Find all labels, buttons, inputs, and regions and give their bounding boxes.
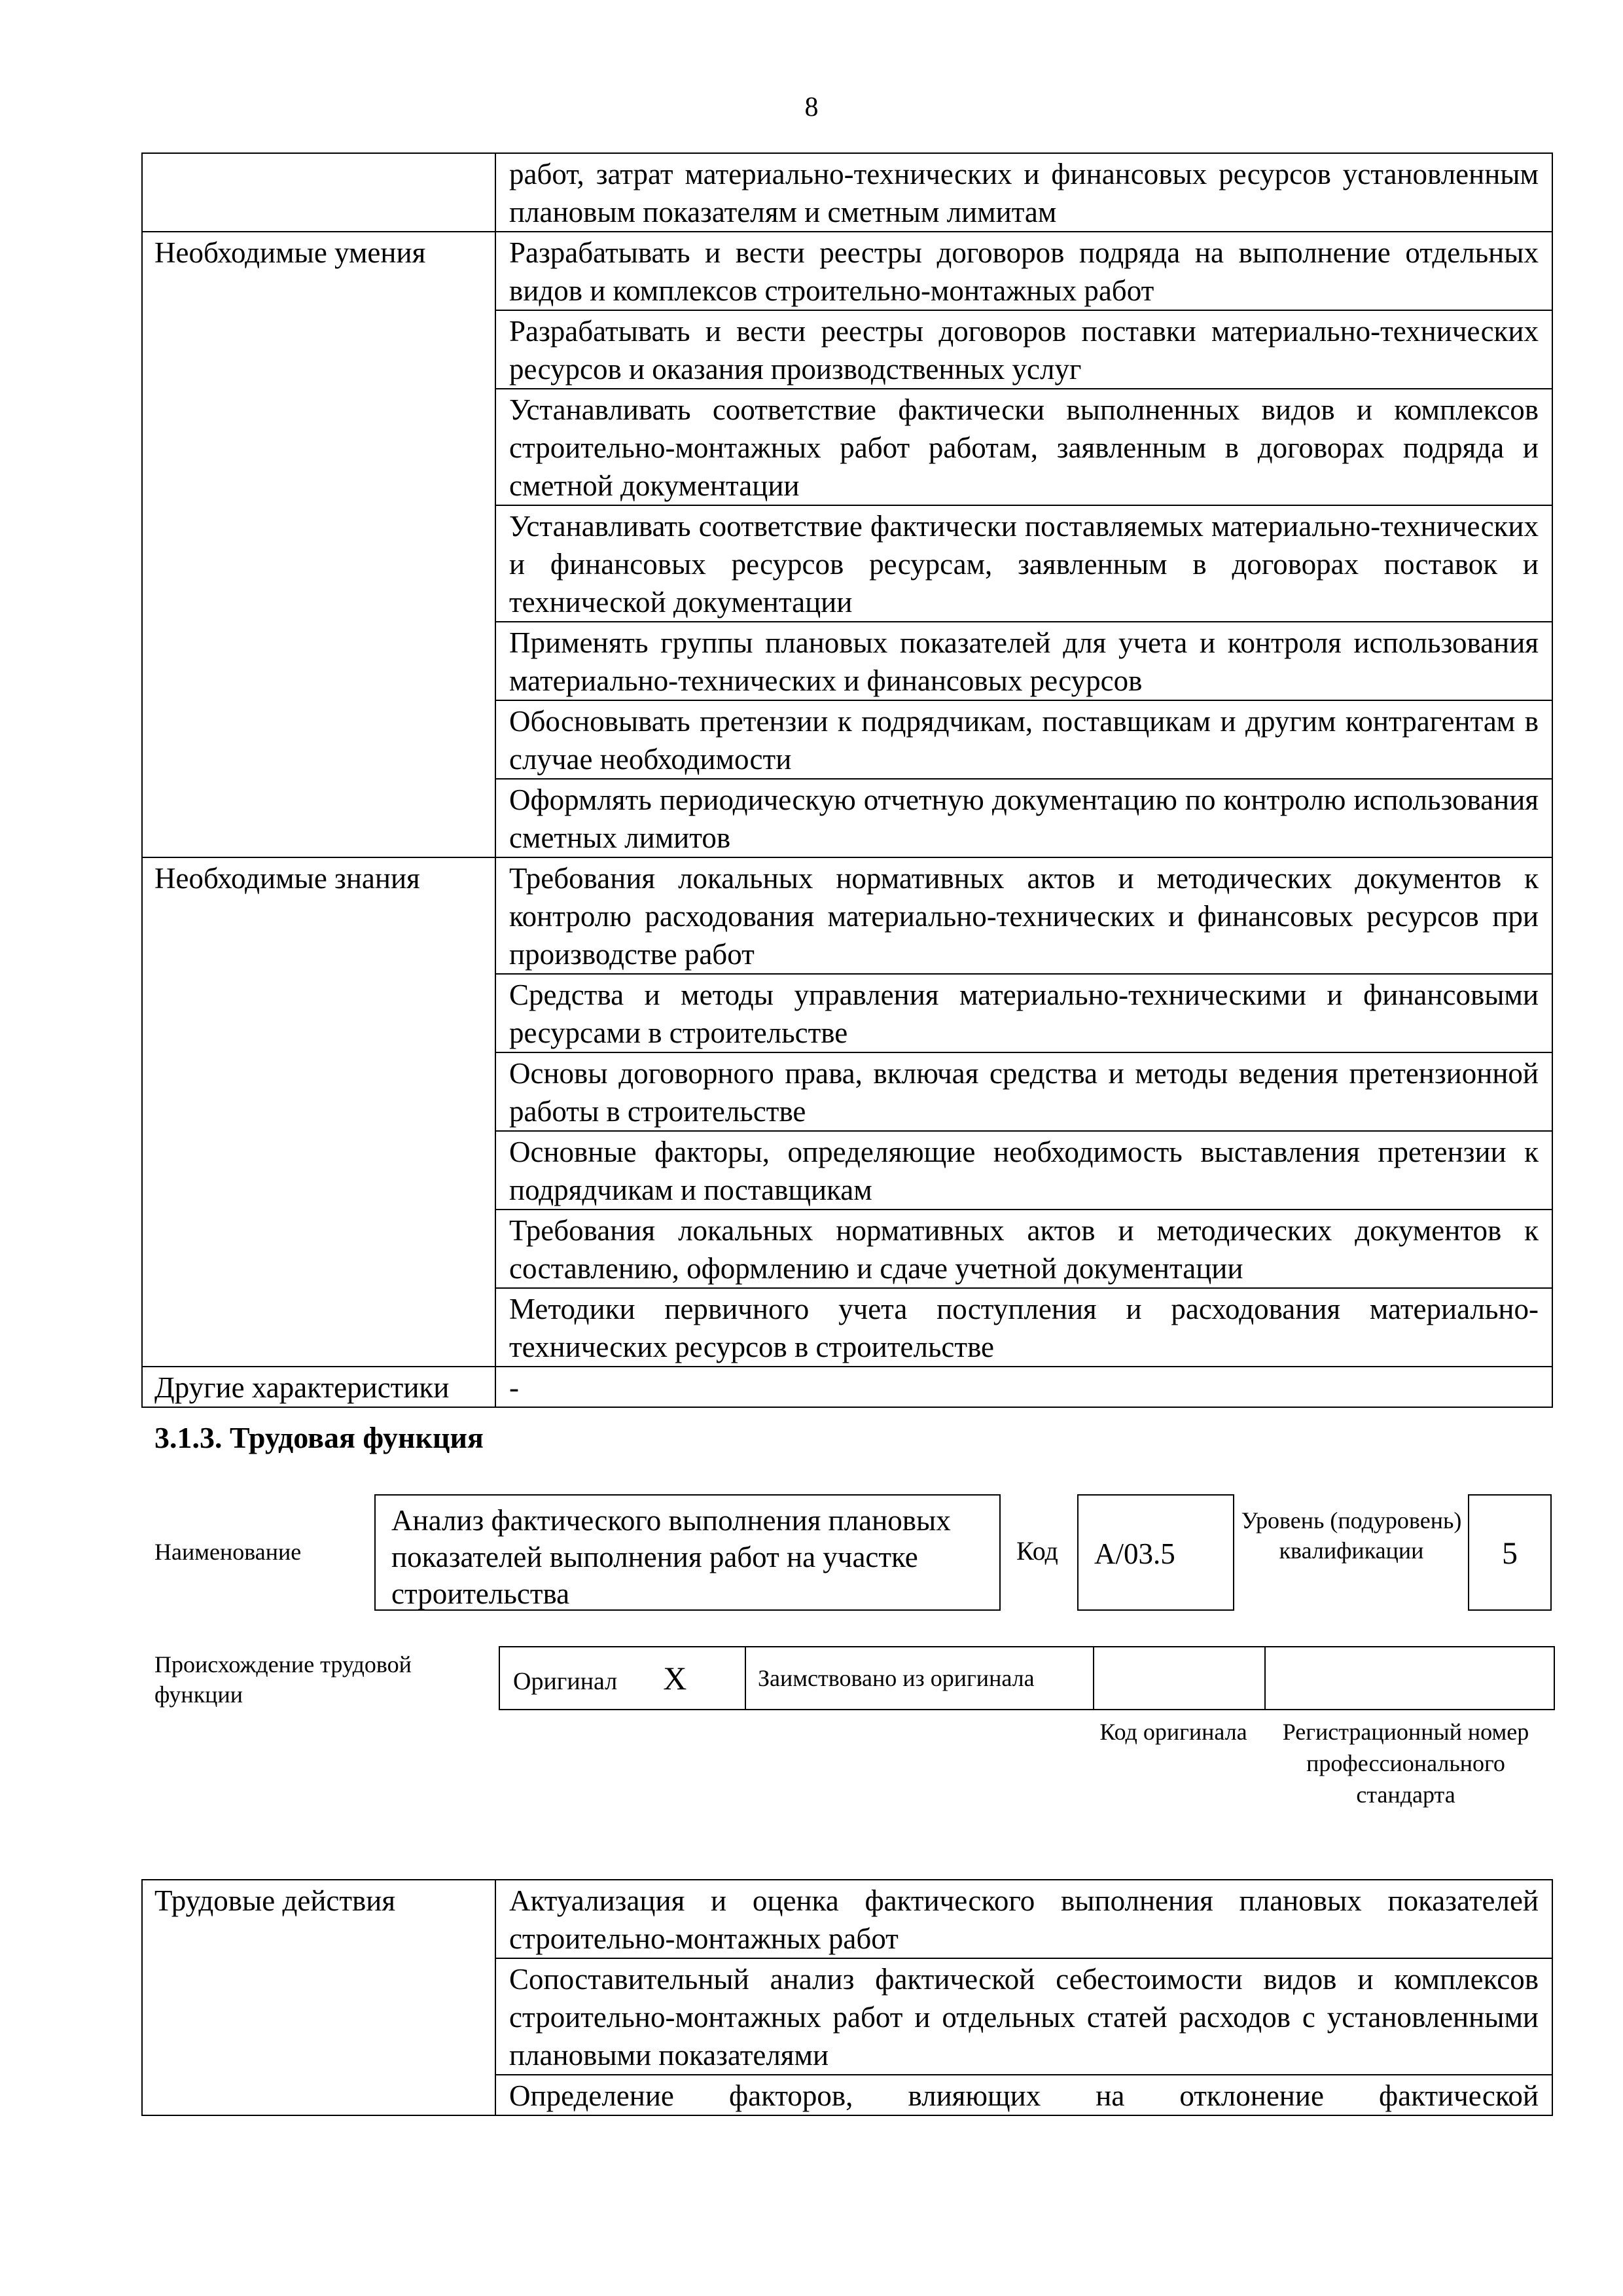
row-item: Основные факторы, определяющие необходимость выставления претензии к подрядчикам и поставщикам <box>495 1131 1552 1210</box>
original-mark: X <box>663 1660 687 1696</box>
reg-number-cell <box>1265 1647 1554 1710</box>
labor-actions-table <box>141 1879 1553 2116</box>
row-label-other: Другие характеристики <box>142 1367 495 1407</box>
row-item: Оформлять периодическую отчетную документацию по контролю использования сметных лимитов <box>495 779 1552 857</box>
row-item: Обосновывать претензии к подрядчикам, поставщикам и другим контрагентам в случае необходимости <box>495 700 1552 779</box>
original-label: Оригинал <box>513 1668 618 1695</box>
page-number: 8 <box>804 92 819 122</box>
row-item: Основы договорного права, включая средства и методы ведения претензионной работы в строительстве <box>495 1052 1552 1131</box>
name-value-box <box>374 1494 1001 1611</box>
name-label: Наименование <box>154 1539 302 1565</box>
section-heading: 3.1.3. Трудовая функция <box>154 1421 484 1454</box>
origin-label: Происхождение трудовой функции <box>154 1651 412 1708</box>
row-item: работ, затрат материально-технических и финансовых ресурсов установленным плановым показателям и сметным лимитам <box>495 153 1552 232</box>
name-value: Анализ фактического выполнения плановых показателей выполнения работ на участке строительства <box>391 1504 951 1610</box>
borrowed-cell <box>745 1647 1094 1710</box>
original-cell <box>499 1647 745 1710</box>
row-item: Методики первичного учета поступления и расходования материально-технических ресурсов в строительстве <box>495 1288 1552 1367</box>
original-code-cell <box>1094 1647 1265 1710</box>
level-label: Уровень (подуровень) квалификации <box>1241 1507 1462 1564</box>
row-item: Устанавливать соответствие фактически выполненных видов и комплексов строительно-монтажных работ работам, заявленным в договорах подряда и сметной документации <box>495 389 1552 505</box>
row-item: Применять группы плановых показателей для учета и контроля использования материально-технических и финансовых ресурсов <box>495 622 1552 700</box>
row-item: Средства и методы управления материально-техническими и финансовыми ресурсами в строительстве <box>495 974 1552 1052</box>
table-row <box>142 1367 1552 1407</box>
row-label-knowledge: Необходимые знания <box>142 857 495 1367</box>
row-item: Разрабатывать и вести реестры договоров подряда на выполнение отдельных видов и комплексов строительно-монтажных работ <box>495 232 1552 310</box>
row-item: Сопоставительный анализ фактической себестоимости видов и комплексов строительно-монтажных работ и отдельных статей расходов с установленными плановыми показателями <box>495 1958 1552 2075</box>
code-value: A/03.5 <box>1094 1537 1175 1570</box>
row-item: - <box>495 1367 1552 1407</box>
row-item: Актуализация и оценка фактического выполнения плановых показателей строительно-монтажных работ <box>495 1880 1552 1958</box>
level-value-box <box>1468 1494 1552 1611</box>
row-item: Определение факторов, влияющих на отклонение фактической <box>495 2075 1552 2115</box>
code-label: Код <box>1016 1536 1058 1566</box>
table-row <box>142 1880 1552 1958</box>
level-value: 5 <box>1502 1536 1518 1571</box>
row-item: Требования локальных нормативных актов и методических документов к контролю расходования материально-технических и финансовых ресурсов при производстве работ <box>495 857 1552 974</box>
row-label-skills: Необходимые умения <box>142 232 495 857</box>
row-item: Устанавливать соответствие фактически поставляемых материально-технических и финансовых ресурсов ресурсам, заявленным в договорах поставок и технической документации <box>495 505 1552 622</box>
skills-knowledge-table <box>141 152 1553 1408</box>
row-label-actions: Трудовые действия <box>142 1880 495 2115</box>
row-item: Требования локальных нормативных актов и методических документов к составлению, оформлению и сдаче учетной документации <box>495 1210 1552 1288</box>
code-value-box <box>1077 1494 1234 1611</box>
reg-number-caption: Регистрационный номер профессионального стандарта <box>1282 1719 1529 1808</box>
original-code-caption: Код оригинала <box>1099 1719 1247 1745</box>
table-row <box>142 857 1552 974</box>
row-item: Разрабатывать и вести реестры договоров поставки материально-технических ресурсов и оказания производственных услуг <box>495 310 1552 389</box>
row-label <box>142 153 495 232</box>
table-row <box>142 153 1552 232</box>
borrowed-label: Заимствовано из оригинала <box>758 1665 1035 1691</box>
table-row <box>142 232 1552 310</box>
origin-table <box>499 1646 1555 1710</box>
